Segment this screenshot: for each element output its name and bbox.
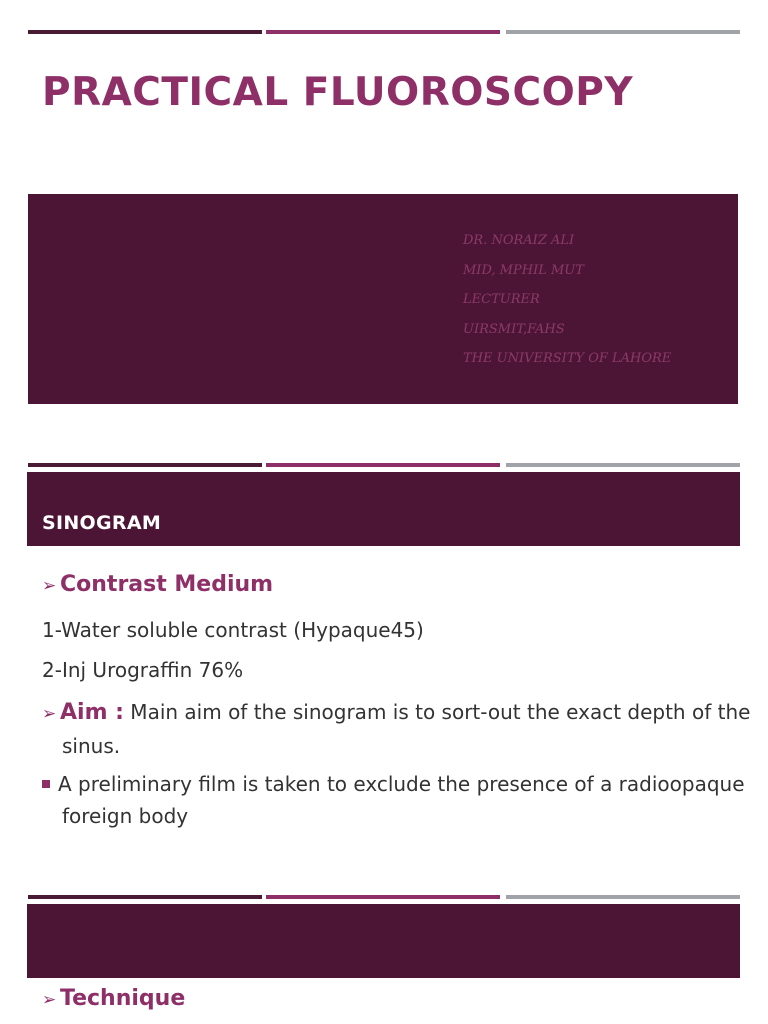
arrow-bullet-icon: ➢ (42, 704, 57, 724)
slide3-rule-accent (266, 895, 500, 899)
top-rule-gray (506, 30, 740, 34)
slide3-rule-dark (28, 895, 262, 899)
contrast-line-2: 2-Inj Urograffin 76% (42, 658, 244, 682)
slide3-header-band (27, 904, 740, 978)
slide2-content (42, 570, 751, 840)
technique-label: Technique (60, 986, 186, 1011)
slide3-content (42, 986, 732, 1024)
section-title: SINOGRAM (42, 512, 162, 534)
author-degree: MID, MPHIL MUT (463, 262, 584, 278)
top-rule-dark (28, 30, 262, 34)
aim-label: Aim : (60, 700, 124, 725)
aim-paragraph (42, 696, 752, 762)
arrow-bullet-icon: ➢ (42, 576, 57, 596)
bullet-text: A preliminary film is taken to exclude the presence of a radioopaque foreign body (58, 772, 745, 828)
contrast-medium-heading (42, 572, 732, 597)
top-rule-accent (266, 30, 500, 34)
technique-heading (42, 986, 732, 1011)
author-university: THE UNIVERSITY OF LAHORE (463, 351, 672, 366)
slide3-rule-gray (506, 895, 740, 899)
contrast-line-1: 1-Water soluble contrast (Hypaque45) (42, 618, 424, 642)
author-department: UIRSMIT,FAHS (463, 321, 565, 337)
bullet-paragraph (42, 768, 752, 832)
arrow-bullet-icon: ➢ (42, 990, 57, 1010)
slide2-rule-gray (506, 463, 740, 467)
author-position: LECTURER (463, 292, 540, 307)
slide2-rule-dark (28, 463, 262, 467)
slide-title: PRACTICAL FLUOROSCOPY (42, 70, 634, 115)
author-info (463, 226, 671, 374)
section-header-band (27, 472, 740, 546)
contrast-medium-label: Contrast Medium (60, 572, 274, 597)
slide2-rule-accent (266, 463, 500, 467)
author-name: DR. NORAIZ ALI (463, 233, 575, 248)
square-bullet-icon (42, 780, 50, 788)
aim-text: Main aim of the sinogram is to sort-out the exact depth of the sinus. (62, 700, 751, 758)
